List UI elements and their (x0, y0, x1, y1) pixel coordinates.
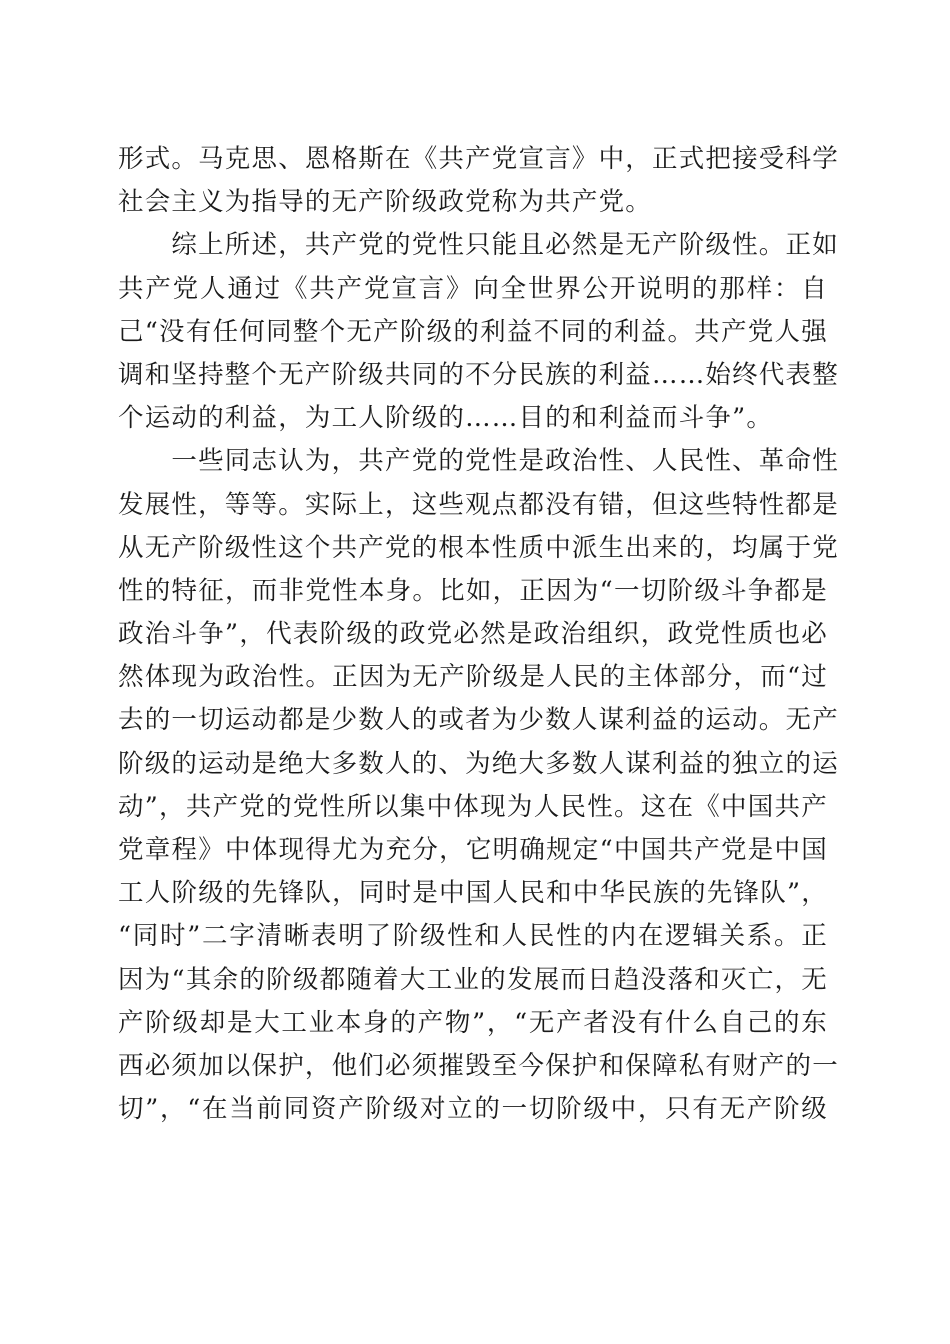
text-line: 发展性，等等。实际上，这些观点都没有错，但这些特性都是 (118, 489, 839, 520)
text-line: 己“没有任何同整个无产阶级的利益不同的利益。共产党人强 (118, 316, 828, 347)
text-line: 阶级的运动是绝大多数人的、为绝大多数人谋利益的独立的运 (118, 748, 839, 779)
text-line: 社会主义为指导的无产阶级政党称为共产党。 (118, 187, 653, 218)
paragraph-1 (118, 138, 839, 224)
text-line: 因为“其余的阶级都随着大工业的发展而日趋没落和灭亡，无 (118, 964, 828, 995)
text-line: 工人阶级的先锋队，同时是中国人民和中华民族的先锋队”， (118, 878, 828, 909)
body-text (118, 138, 839, 1131)
text-line: 一些同志认为，共产党的党性是政治性、人民性、革命性 (118, 446, 839, 477)
text-line: 去的一切运动都是少数人的或者为少数人谋利益的运动。无产 (118, 705, 839, 736)
paragraph-3 (118, 440, 839, 1131)
text-line: 西必须加以保护，他们必须摧毁至今保护和保障私有财产的一 (118, 1050, 839, 1081)
text-line: 切”，“在当前同资产阶级对立的一切阶级中，只有无产阶级 (118, 1094, 828, 1125)
text-line: 动”，共产党的党性所以集中体现为人民性。这在《中国共产 (118, 791, 828, 822)
text-line: 综上所述，共产党的党性只能且必然是无产阶级性。正如 (118, 230, 839, 261)
text-line: 党章程》中体现得尤为充分，它明确规定“中国共产党是中国 (118, 835, 828, 865)
text-line: 个运动的利益，为工人阶级的……目的和利益而斗争”。 (118, 403, 774, 434)
text-line: 然体现为政治性。正因为无产阶级是人民的主体部分，而“过 (118, 662, 828, 693)
text-line: 性的特征，而非党性本身。比如，正因为“一切阶级斗争都是 (118, 575, 828, 606)
text-line: “同时”二字清晰表明了阶级性和人民性的内在逻辑关系。正 (118, 921, 828, 952)
text-line: 调和坚持整个无产阶级共同的不分民族的利益……始终代表整 (118, 359, 839, 390)
paragraph-2 (118, 224, 839, 440)
text-line: 形式。马克思、恩格斯在《共产党宣言》中，正式把接受科学 (118, 144, 839, 174)
text-line: 政治斗争”，代表阶级的政党必然是政治组织，政党性质也必 (118, 619, 828, 650)
text-line: 共产党人通过《共产党宣言》向全世界公开说明的那样：自 (118, 273, 828, 304)
text-line: 产阶级却是大工业本身的产物”，“无产者没有什么自己的东 (118, 1007, 828, 1038)
text-line: 从无产阶级性这个共产党的根本性质中派生出来的，均属于党 (118, 532, 839, 563)
